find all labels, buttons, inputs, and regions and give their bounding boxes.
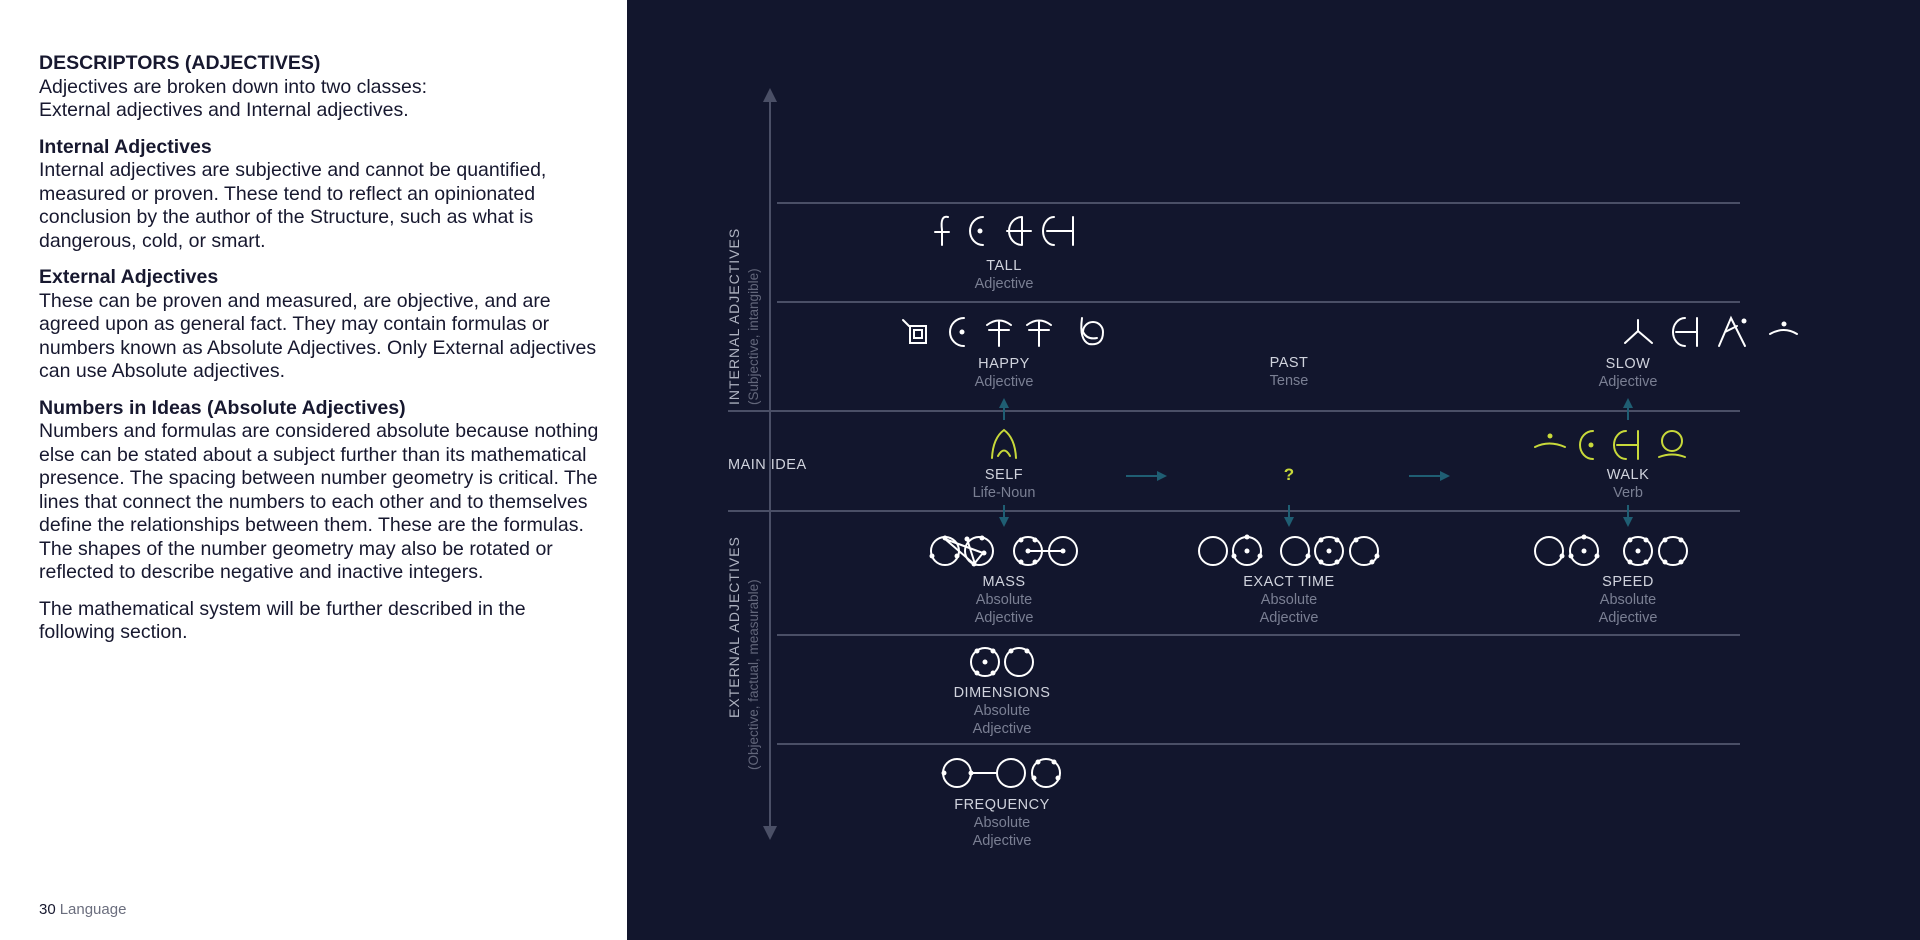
past-type: Tense	[1269, 373, 1309, 389]
page-footer	[39, 901, 126, 918]
mass-type-1: Absolute	[975, 592, 1033, 608]
exact-time-word: EXACT TIME	[1243, 574, 1335, 590]
row-dividers	[728, 203, 1740, 744]
speed-type-1: Absolute	[1599, 592, 1657, 608]
exact-time-glyphs	[1199, 535, 1380, 566]
speed-type-2: Adjective	[1598, 610, 1658, 626]
dimensions-word: DIMENSIONS	[953, 685, 1051, 701]
mass-type-2: Adjective	[974, 610, 1034, 626]
self-glyph	[992, 430, 1016, 458]
page-number: 30	[39, 901, 56, 918]
section-numbers	[39, 397, 604, 585]
section-body: The mathematical system will be further described in the following section.	[39, 597, 526, 643]
text-panel	[0, 0, 627, 940]
slow-glyphs	[1625, 318, 1797, 346]
self-type: Life-Noun	[972, 485, 1036, 501]
section-body: These can be proven and measured, are objective, and are agreed upon as general fact. They may contain formulas or numbers known as Absolute Adjectives. Only External adjectives can use Absolute adjectives.	[39, 289, 597, 382]
slow-type: Adjective	[1598, 374, 1658, 390]
tall-glyphs	[935, 217, 1073, 245]
adjective-diagram	[627, 0, 1920, 940]
section-heading: External Adjectives	[39, 266, 219, 288]
walk-glyphs	[1535, 431, 1685, 459]
page-title: DESCRIPTORS (ADJECTIVES)	[39, 52, 321, 74]
walk-word: WALK	[1606, 467, 1650, 483]
dimensions-glyphs	[971, 648, 1033, 676]
connector-arrows	[1004, 403, 1628, 522]
happy-glyphs	[903, 318, 1103, 346]
section-heading: Numbers in Ideas (Absolute Adjectives)	[39, 396, 406, 419]
frequency-word: FREQUENCY	[954, 797, 1050, 813]
section-body: Internal adjectives are subjective and cannot be quantified, measured or proven. These tend to reflect an opinionated conclusion by the author of the Structure, such as what is dangerous, cold, or smart.	[39, 159, 547, 252]
happy-type: Adjective	[974, 374, 1034, 390]
main-idea-label: MAIN IDEA	[728, 457, 807, 473]
exact-time-type-1: Absolute	[1260, 592, 1318, 608]
exact-time-type-2: Adjective	[1259, 610, 1319, 626]
mass-glyphs	[930, 536, 1078, 567]
section-external	[39, 266, 604, 384]
self-word: SELF	[984, 467, 1024, 483]
intro-line-2: External adjectives and Internal adjectives.	[39, 99, 409, 121]
internal-axis-title: INTERNAL ADJECTIVES	[726, 227, 742, 405]
external-axis-subtitle: (Objective, factual, measurable)	[746, 579, 761, 770]
slow-word: SLOW	[1605, 356, 1651, 372]
tall-type: Adjective	[974, 276, 1034, 292]
unknown-word: ?	[1283, 465, 1295, 484]
mass-word: MASS	[982, 574, 1026, 590]
frequency-type-2: Adjective	[972, 833, 1032, 849]
external-axis-title: EXTERNAL ADJECTIVES	[726, 536, 742, 718]
diagram-panel	[627, 0, 1920, 940]
speed-word: SPEED	[1602, 574, 1654, 590]
dimensions-type-2: Adjective	[972, 721, 1032, 737]
frequency-type-1: Absolute	[973, 815, 1031, 831]
past-word: PAST	[1269, 355, 1309, 371]
walk-type: Verb	[1613, 485, 1643, 501]
section-body: Numbers and formulas are considered absolute because nothing else can be stated about a subject further than its mathematical presence. The spacing between number geometry is critical. The lines that connect the numbers to each other and to themselves define the relationships between them. These are the formulas. The shapes of the number geometry may also be rotated or reflected to describe negative and inactive integers.	[39, 420, 599, 583]
internal-axis-subtitle: (Subjective, intangible)	[746, 268, 761, 405]
frequency-glyphs	[942, 759, 1061, 787]
speed-glyphs	[1535, 535, 1687, 566]
tall-word: TALL	[986, 258, 1022, 274]
section-heading: Internal Adjectives	[39, 135, 212, 158]
dimensions-type-1: Absolute	[973, 703, 1031, 719]
section-internal	[39, 136, 604, 254]
intro-line-1: Adjectives are broken down into two classes:	[39, 75, 428, 98]
section-closing	[39, 598, 604, 645]
text-column	[39, 52, 604, 658]
intro-section	[39, 52, 604, 123]
happy-word: HAPPY	[978, 356, 1030, 372]
footer-section-name: Language	[59, 901, 127, 918]
